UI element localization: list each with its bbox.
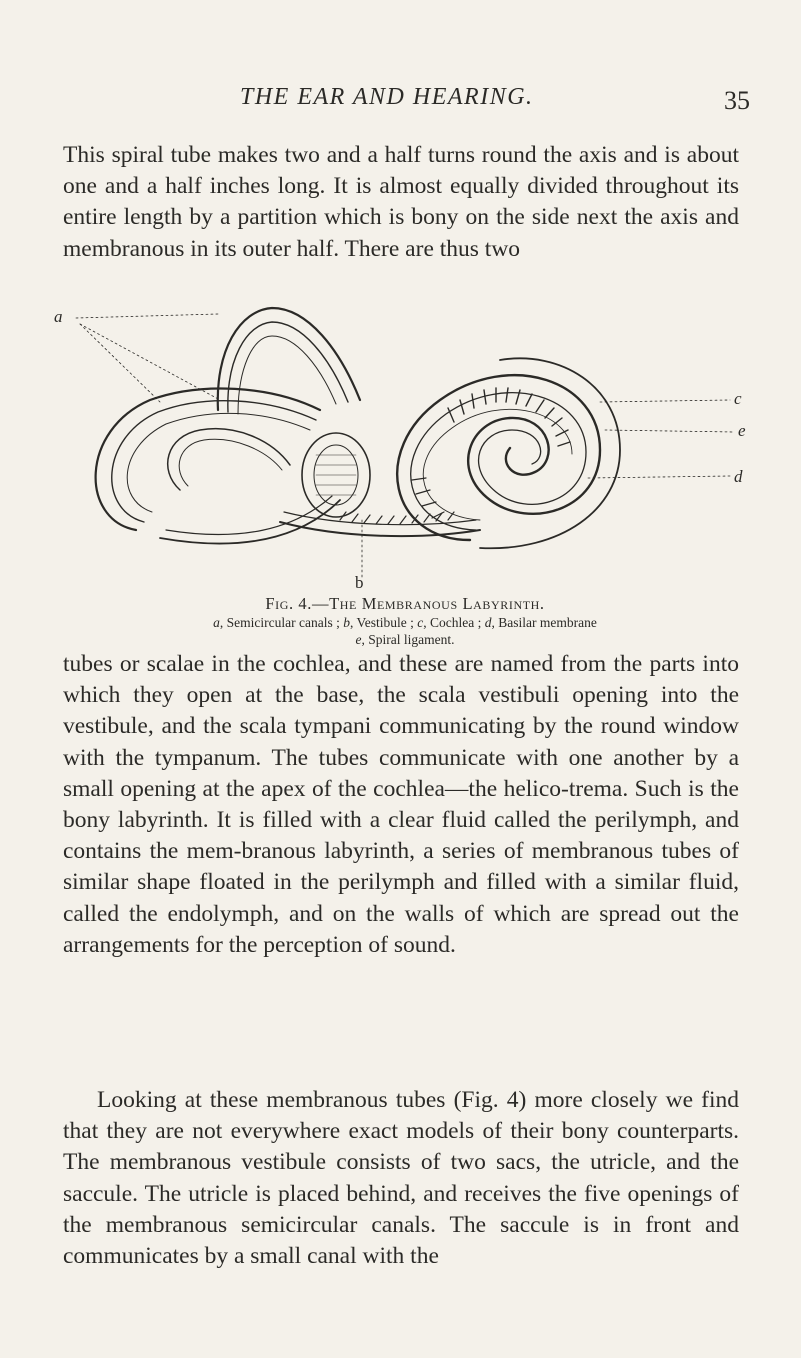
legend-letter: b [343, 615, 350, 630]
figure-label-e: e [738, 421, 746, 440]
membranous-labyrinth-figure [40, 290, 760, 590]
figure-label-c: c [734, 389, 742, 408]
legend-text: , Spiral ligament. [361, 632, 455, 647]
paragraph: Looking at these membranous tubes (Fig. 4) more closely we find that they are not everywhere exact models of their bony counterparts. The membranous vestibule consists of two sacs, the utricle, and the saccule. The utricle is placed behind, and receives the five openings of the membranous semicircular canals. The saccule is in front and communicates by a small canal with the [63, 1087, 739, 1270]
figure-label-a: a [54, 307, 63, 326]
page-number: 35 [724, 86, 750, 115]
legend-text: , Basilar membrane [491, 615, 597, 630]
legend-letter: d [484, 615, 492, 630]
legend-text: , Semicircular canals ; [219, 615, 344, 630]
figure-legend [60, 614, 750, 648]
labyrinth-illustration [40, 290, 760, 590]
legend-letter: e [355, 632, 362, 647]
legend-text: , Cochlea ; [423, 615, 485, 630]
figure-caption-prefix: Fig. 4. [265, 594, 312, 613]
running-head: THE EAR AND HEARING. [240, 84, 534, 110]
figure-caption-title: —The Membranous Labyrinth. [312, 594, 545, 613]
figure-caption [60, 594, 750, 614]
page-header [60, 84, 750, 124]
figure-label-d: d [734, 467, 743, 486]
figure-label-b: b [355, 573, 364, 590]
paragraph: This spiral tube makes two and a half turns round the axis and is about one and a half inches long. It is almost equally divided throughout its entire length by a partition which is bony on the side next the axis and membranous in its outer half. There are thus two [63, 142, 739, 262]
legend-letter: c [417, 615, 424, 630]
legend-letter: a [213, 615, 220, 630]
legend-text: , Vestibule ; [350, 615, 418, 630]
paragraph: tubes or scalae in the cochlea, and these are named from the parts into which they open at the base, the scala vestibuli opening into the vestibule, and the scala tympani communicating by the round window with the tympanum. The tubes communicate with one another by a small opening at the apex of the cochlea—the helico-trema. Such is the bony labyrinth. It is filled with a clear fluid called the perilymph, and contains the mem-branous labyrinth, a series of membranous tubes of similar shape floated in the perilymph and filled with a similar fluid, called the endolymph, and on the walls of which are spread out the arrangements for the perception of sound. [63, 651, 739, 958]
